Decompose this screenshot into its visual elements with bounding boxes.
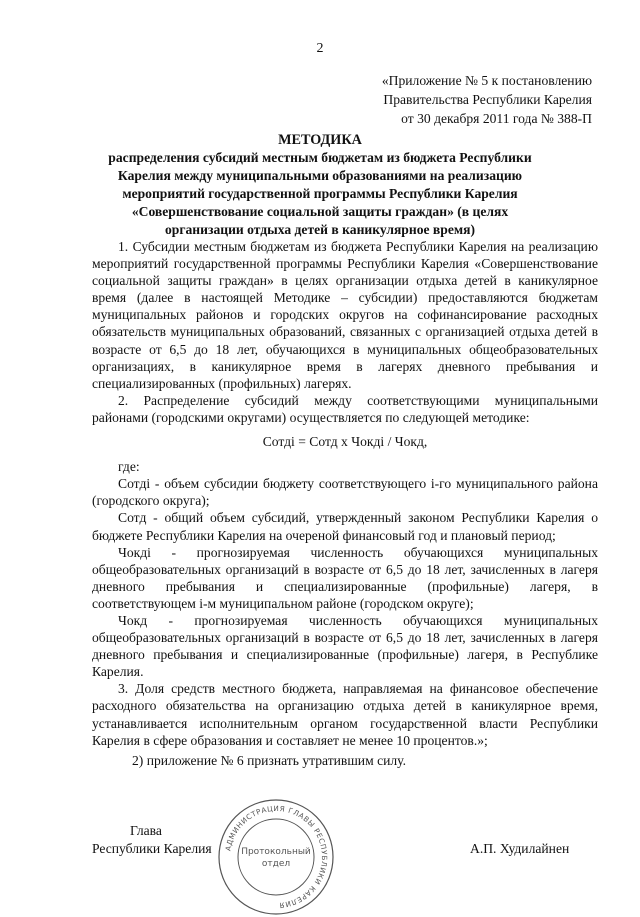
appendix-line-1: «Приложение № 5 к постановлению	[381, 73, 592, 88]
document-subtitle	[92, 149, 548, 239]
stamp-ring-text: АДМИНИСТРАЦИЯ ГЛАВЫ РЕСПУБЛИКИ КАРЕЛИЯ	[223, 803, 330, 910]
document-body	[92, 238, 598, 769]
stamp-center-line-2: отдел	[261, 859, 291, 869]
paragraph-3: 3. Доля средств местного бюджета, направляемая на финансовое обеспечение расходного обязательства на организацию отдыха детей в каникулярное время, устанавливается исполнительным органом государственной власти Республики Карелия в сфере образования и составляет не менее 10 процентов.»;	[92, 681, 598, 748]
signatory-position	[92, 822, 212, 858]
subtitle-line-5: организации отдыха детей в каникулярное время)	[164, 222, 476, 237]
official-stamp	[216, 797, 336, 917]
document-title: МЕТОДИКА	[278, 132, 362, 148]
item-2: 2) приложение № 6 признать утратившим силу.	[132, 752, 406, 768]
definition-sotd-i: Сотдi - объем субсидии бюджету соответствующего i-го муниципального района (городского округа);	[92, 476, 598, 509]
definition-sotd: Сотд - общий объем субсидий, утвержденный законом Республики Карелия о бюджете Республики Карелия на очереной финансовый год и плановый период;	[92, 510, 598, 543]
definition-chokd-i: Чокдi - прогнозируемая численность обучающихся муниципальных общеобразовательных организаций в возрасте от 6,5 до 18 лет, зачисленных в лагеря дневного пребывания и специализированные (профильные) лагеря, в соответствующем i-м муниципальном районе (городском округе);	[92, 544, 598, 611]
signatory-name: А.П. Худилайнен	[470, 841, 570, 856]
where-label: где:	[118, 459, 140, 475]
distribution-formula: Сотдi = Сотд х Чокдi / Чокд,	[262, 434, 428, 450]
subtitle-line-4: «Совершенствование социальной защиты граждан» (в целях	[131, 204, 509, 219]
subtitle-line-1: распределения субсидий местным бюджетам из бюджета Республики	[108, 150, 532, 165]
appendix-reference	[382, 71, 592, 128]
appendix-line-3: от 30 декабря 2011 года № 388-П	[401, 111, 592, 126]
stamp-inner-ring	[238, 819, 314, 895]
position-line-2: Республики Карелия	[92, 841, 212, 856]
position-line-1: Глава	[130, 823, 162, 838]
definition-chokd: Чокд - прогнозируемая численность обучающихся муниципальных общеобразовательных организаций в возрасте от 6,5 до 18 лет, зачисленных в лагеря дневного пребывания и специализированные (профильные) лагеря, в Республике Карелия.	[92, 612, 598, 680]
stamp-center-line-1: Протокольный	[241, 847, 311, 857]
paragraph-1: 1. Субсидии местным бюджетам из бюджета Республики Карелия на реализацию мероприятий государственной программы Республики Карелия «Совершенствование социальной защиты граждан» в целях организации отдыха детей в каникулярное время (далее в настоящей Методике – субсидии) предоставляются бюджетам муниципальных районов и городских округов на софинансирование расходных обязательств муниципальных образований, связанных с организацией отдыха детей в возрасте от 6,5 до 18 лет, обучающихся в муниципальных общеобразовательных организациях, в каникулярное время в лагерях дневного пребывания и специализированных (профильных) лагерях.	[92, 239, 598, 391]
paragraph-2: 2. Распределение субсидий между соответствующими муниципальными районами (городскими округами) осуществляется по следующей методике:	[92, 392, 598, 425]
subtitle-line-2: Карелия между муниципальными образованиями на реализацию	[117, 168, 523, 183]
page-number: 2	[316, 41, 324, 56]
appendix-line-2: Правительства Республики Карелия	[383, 92, 592, 107]
subtitle-line-3: мероприятий государственной программы Республики Карелия	[122, 186, 518, 201]
stamp-outer-ring	[219, 800, 333, 914]
